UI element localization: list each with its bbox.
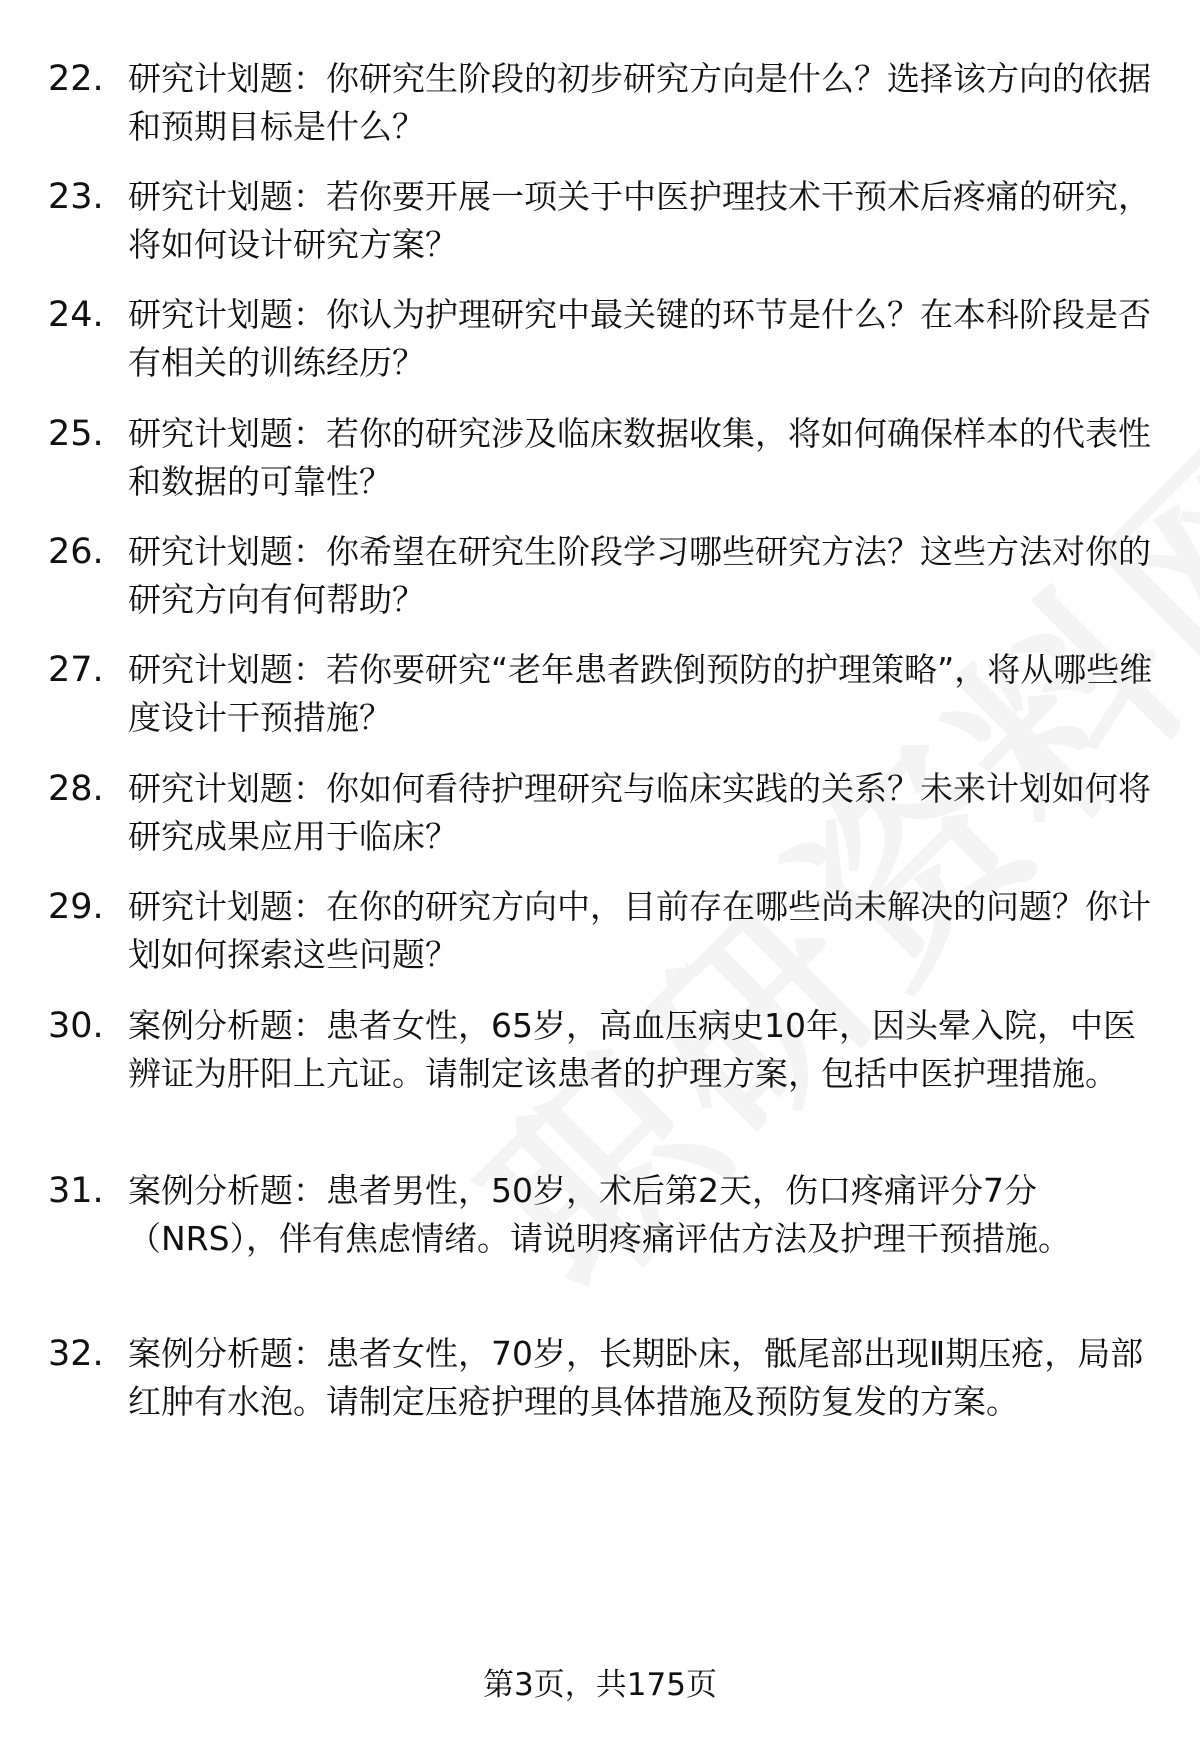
question-text: 研究计划题：若你要开展一项关于中医护理技术干预术后疼痛的研究，将如何设计研究方案？	[128, 177, 1151, 264]
question-text: 案例分析题：患者男性，50岁，术后第2天，伤口疼痛评分7分（NRS），伴有焦虑情绪。请说明疼痛评估方法及护理干预措施。	[128, 1171, 1072, 1258]
question-number: 27.	[48, 650, 104, 690]
question-number: 31.	[48, 1171, 104, 1211]
question-text: 案例分析题：患者女性，65岁，高血压病史10年，因头晕入院，中医辨证为肝阳上亢证。请制定该患者的护理方案，包括中医护理措施。	[128, 1006, 1136, 1093]
question-number: 28.	[48, 769, 104, 809]
question-text: 研究计划题：在你的研究方向中，目前存在哪些尚未解决的问题？你计划如何探索这些问题？	[128, 887, 1151, 974]
page-footer: 第3页，共175页	[483, 1667, 717, 1703]
question-number: 30.	[48, 1006, 104, 1046]
question-number: 26.	[48, 532, 104, 572]
question-text: 研究计划题：你希望在研究生阶段学习哪些研究方法？这些方法对你的研究方向有何帮助？	[128, 532, 1151, 619]
question-number: 24.	[48, 295, 104, 335]
question-text: 研究计划题：若你要研究“老年患者跌倒预防的护理策略”，将从哪些维度设计干预措施？	[128, 650, 1153, 737]
question-number: 29.	[48, 887, 104, 927]
question-text: 研究计划题：你如何看待护理研究与临床实践的关系？未来计划如何将研究成果应用于临床？	[128, 769, 1151, 856]
question-text: 研究计划题：若你的研究涉及临床数据收集，将如何确保样本的代表性和数据的可靠性？	[128, 414, 1151, 501]
question-number: 32.	[48, 1334, 104, 1374]
question-text: 案例分析题：患者女性，70岁，长期卧床，骶尾部出现Ⅱ期压疮，局部红肿有水泡。请制定压疮护理的具体措施及预防复发的方案。	[128, 1334, 1144, 1421]
question-text: 研究计划题：你研究生阶段的初步研究方向是什么？选择该方向的依据和预期目标是什么？	[128, 59, 1151, 146]
question-number: 22.	[48, 59, 104, 99]
question-text: 研究计划题：你认为护理研究中最关键的环节是什么？在本科阶段是否有相关的训练经历？	[128, 295, 1151, 382]
question-number: 25.	[48, 414, 104, 454]
question-number: 23.	[48, 177, 104, 217]
